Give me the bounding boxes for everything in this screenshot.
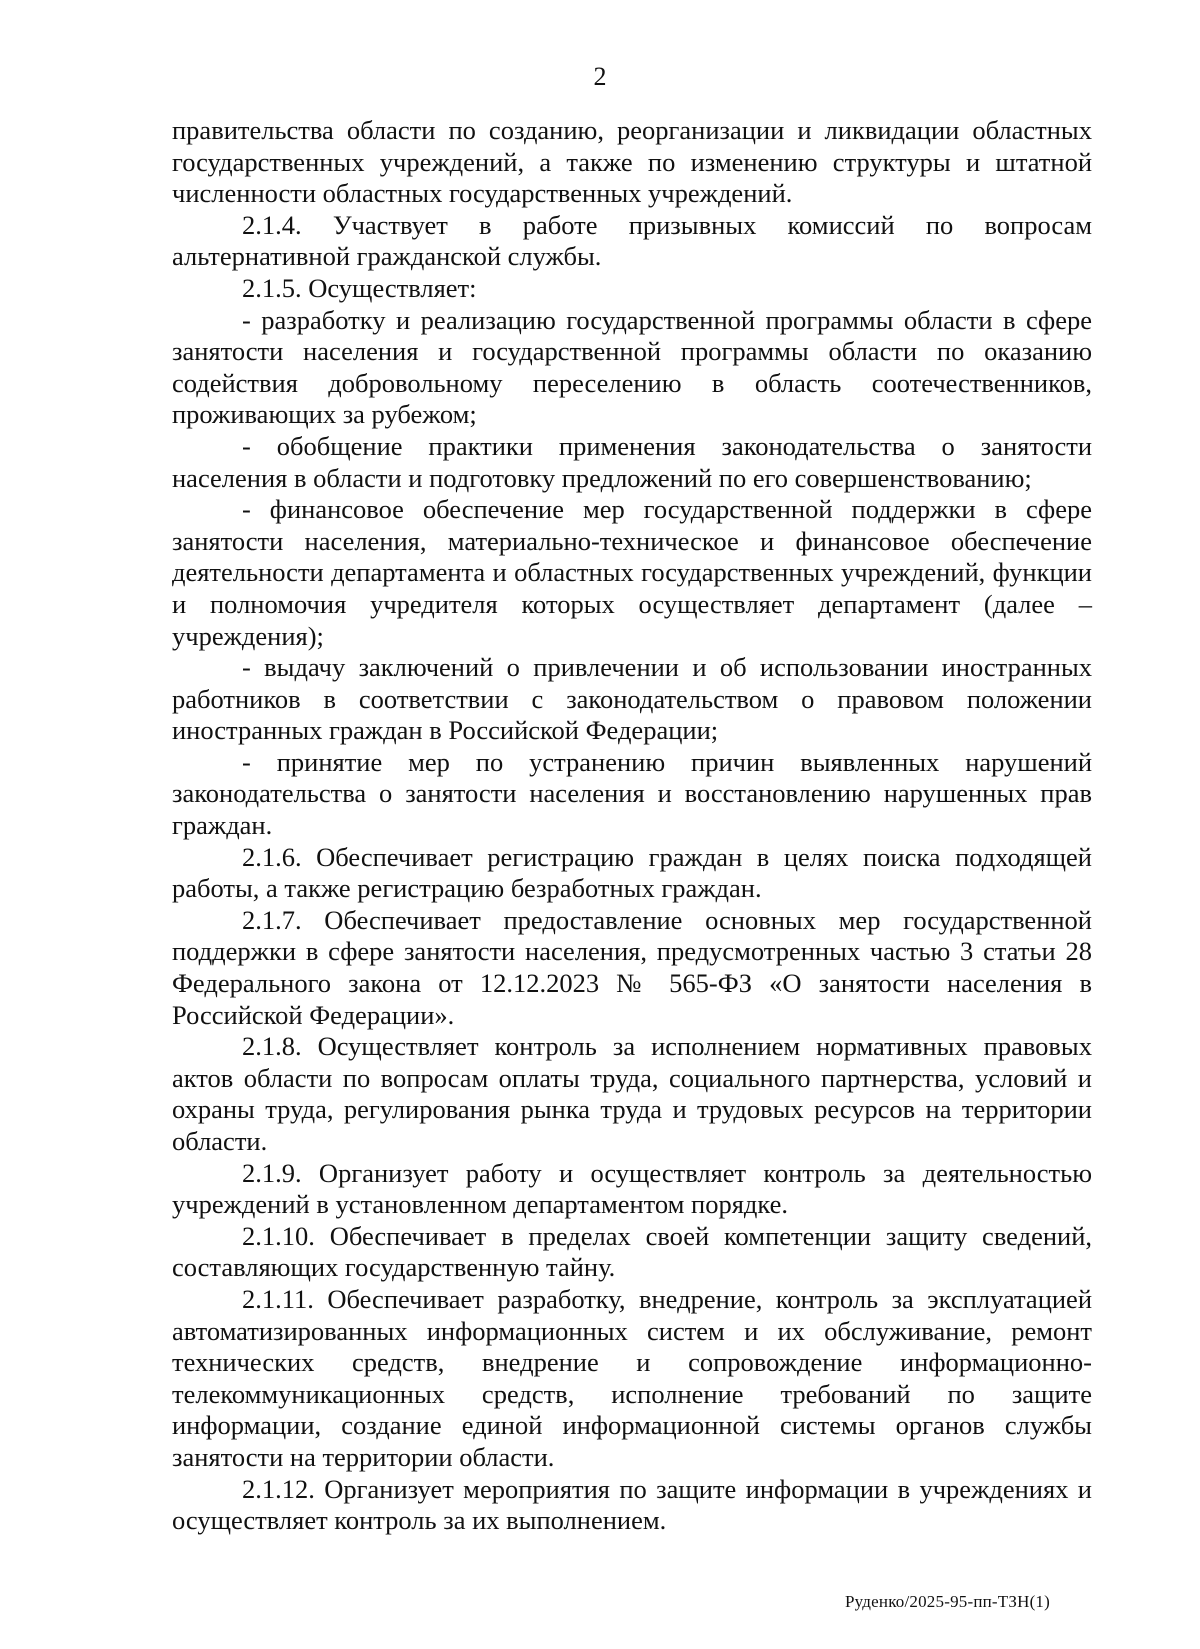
paragraph-2-1-8: 2.1.8. Осуществляет контроль за исполнением нормативных правовых актов области по вопросам оплаты труда, социального партнерства, условий и охраны труда, регулирования рынка труда и трудовых ресурсов на территории области. (172, 1031, 1092, 1156)
page-number: 2 (593, 62, 607, 91)
list-item-financial-support: - финансовое обеспечение мер государственной поддержки в сфере занятости населения, материально-техническое и финансовое обеспечение деятельности департамента и областных государственных учреждений, функции и полномочия учредителя которых осуществляет департамент (далее – учреждения); (172, 494, 1092, 651)
paragraph-2-1-9: 2.1.9. Организует работу и осуществляет контроль за деятельностью учреждений в установленном департаментом порядке. (172, 1157, 1092, 1220)
paragraph-2-1-11: 2.1.11. Обеспечивает разработку, внедрение, контроль за эксплуатацией автоматизированных информационных систем и их обслуживание, ремонт технических средств, внедрение и сопровождение информационно-телекоммуникационных средств, исполнение требований по защите информации, создание единой информационной системы органов службы занятости на территории области. (172, 1283, 1092, 1472)
paragraph-2-1-6: 2.1.6. Обеспечивает регистрацию граждан в целях поиска подходящей работы, а также регистрацию безработных граждан. (172, 841, 1092, 904)
paragraph-2-1-12: 2.1.12. Организует мероприятия по защите информации в учреждениях и осуществляет контроль за их выполнением. (172, 1473, 1092, 1536)
document-code: Руденко/2025-95-пп-ТЗН(1) (845, 1592, 1050, 1611)
paragraph-2-1-5: 2.1.5. Осуществляет: (242, 272, 477, 303)
paragraph-2-1-4: 2.1.4. Участвует в работе призывных комиссий по вопросам альтернативной гражданской службы. (172, 209, 1092, 272)
list-item-foreign-workers: - выдачу заключений о привлечении и об использовании иностранных работников в соответствии с законодательством о правовом положении иностранных граждан в Российской Федерации; (172, 652, 1092, 746)
paragraph-2-1-10: 2.1.10. Обеспечивает в пределах своей компетенции защиту сведений, составляющих государственную тайну. (172, 1220, 1092, 1283)
list-item-state-program: - разработку и реализацию государственной программы области в сфере занятости населения и государственной программы области по оказанию содействия добровольному переселению в область соотечественников, проживающих за рубежом; (172, 304, 1092, 430)
list-item-violations: - принятие мер по устранению причин выявленных нарушений законодательства о занятости населения и восстановлению нарушенных прав граждан. (172, 746, 1092, 841)
paragraph-continuation: правительства области по созданию, реорганизации и ликвидации областных государственных учреждений, а также по изменению структуры и штатной численности областных государственных учреждений. (172, 115, 1092, 209)
paragraph-2-1-7: 2.1.7. Обеспечивает предоставление основных мер государственной поддержки в сфере занятости населения, предусмотренных частью 3 статьи 28 Федерального закона от 12.12.2023 № 565-ФЗ «О занятости населения в Российской Федерации». (172, 904, 1092, 1030)
list-item-law-practice: - обобщение практики применения законодательства о занятости населения в области и подготовку предложений по его совершенствованию; (172, 430, 1092, 493)
document-body (172, 115, 1092, 1537)
